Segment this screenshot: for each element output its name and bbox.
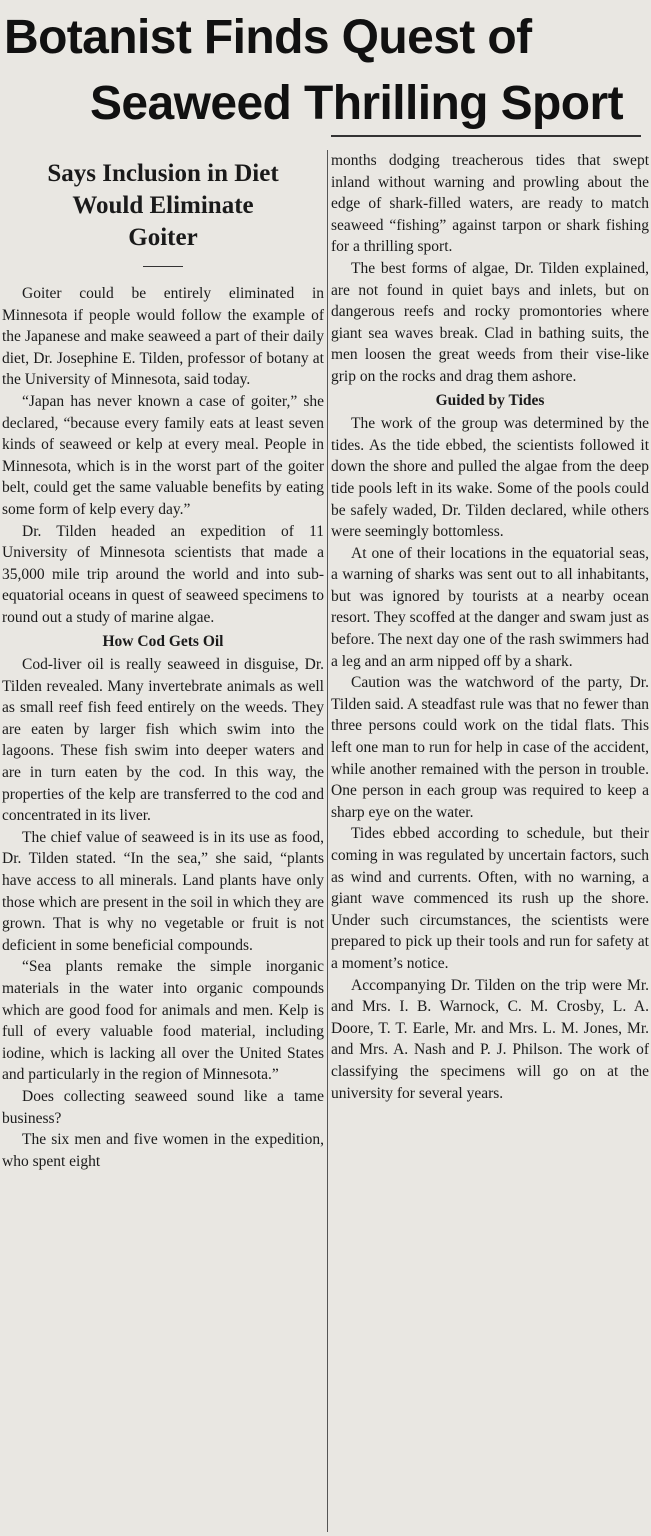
subheadline [2,158,324,254]
headline-line-1: Botanist Finds Quest of [4,11,532,64]
article-paragraph: Caution was the watchword of the party, Dr. Tilden said. A steadfast rule was that no fewer than three persons could work on the tidal flats. This left one man to run for help in case of the accident, while another remained with the person in trouble. One person in each group was required to keep a sharp eye on the water. [331,674,649,821]
article-paragraph: The best forms of algae, Dr. Tilden explained, are not found in quiet bays and inlets, but on dangerous reefs and rocky promontories where giant sea waves break. Clad in bathing suits, the men loosen the great weeds from their vise-like grip on the rocks and drag them ashore. [331,259,649,385]
section-heading-tides: Guided by Tides [435,391,545,409]
column-divider [327,150,328,1532]
subheadline-line-1: Says Inclusion in Diet [47,160,279,187]
article-paragraph: Tides ebbed according to schedule, but their coming in was regulated by uncertain factors, such as wind and currents. Often, with no warning, a giant wave commenced its rush up the shore. Under such circumstances, the scientists were prepared to pick up their tools and run for safety at a moment’s notice. [331,825,649,972]
article-paragraph: The work of the group was determined by the tides. As the tide ebbed, the scientists followed it down the shore and pulled the algae from the deep tide pools left in its wake. Some of the pools could be safely waded, Dr. Tilden declared, while others were seemingly bottomless. [331,415,649,541]
article-paragraph: Does collecting seaweed sound like a tame business? [2,1087,324,1127]
article-paragraph: months dodging treacherous tides that swept inland without warning and prowling about the edge of shark-filled waters, are ready to match seaweed “fishing” against tarpon or shark fishing for a thrilling sport. [331,152,649,256]
article-paragraph: At one of their locations in the equatorial seas, a warning of sharks was sent out to all inhabitants, but was ignored by tourists at a nearby ocean resort. They scoffed at the danger and swam just as before. The next day one of the rash swimmers had a leg and an arm nipped off by a shark. [331,544,649,670]
left-column [2,150,324,1172]
headline-rule-right [331,135,641,137]
article-paragraph: Accompanying Dr. Tilden on the trip were Mr. and Mrs. I. B. Warnock, C. M. Crosby, L. A. Doore, T. T. Earle, Mr. and Mrs. L. M. Jones, Mr. and Mrs. A. Nash and P. J. Philson. The work of classifying the specimens will go on at the university for several years. [331,976,649,1102]
right-column [331,150,649,1104]
article-paragraph: Goiter could be entirely eliminated in Minnesota if people would follow the example of the Japanese and make seaweed a part of their daily diet, Dr. Josephine E. Tilden, professor of botany at the University of Minnesota, said today. [2,285,324,389]
subheadline-divider [143,266,183,267]
article-paragraph: The chief value of seaweed is in its use as food, Dr. Tilden stated. “In the sea,” she said, “plants have access to all minerals. Land plants have only those which are present in the soil in which they are grown. That is why no vegetable or fruit is not deficient in some beneficial compounds. [2,828,324,954]
headline-line-2: Seaweed Thrilling Sport [90,77,623,130]
subheadline-line-3: Goiter [128,224,198,251]
article-paragraph: Cod-liver oil is really seaweed in disguise, Dr. Tilden revealed. Many invertebrate animals as well as small reef fish feed entirely on the weeds. They are eaten by larger fish which swim into the lagoons. These fish swim into deeper waters and are in turn eaten by the cod. In this way, the properties of the kelp are transferred to the cod and concentrated in its liver. [2,656,324,825]
article-paragraph: “Japan has never known a case of goiter,” she declared, “because every family eats at least seven kinds of seaweed or kelp at every meal. People in Minnesota, which is in the worst part of the goiter belt, could get the same valuable benefits by eating some form of kelp every day.” [2,392,324,518]
article-paragraph: The six men and five women in the expedition, who spent eight [2,1131,324,1170]
article-paragraph: “Sea plants remake the simple inorganic materials in the water into organic compounds which are good food for animals and men. Kelp is full of every valuable food material, including iodine, which is lacking all over the United States and particularly in the region of Minnesota.” [2,958,324,1084]
section-heading-cod-oil: How Cod Gets Oil [102,632,224,650]
subheadline-line-2: Would Eliminate [72,192,254,219]
article-paragraph: Dr. Tilden headed an expedition of 11 University of Minnesota scientists that made a 35,000 mile trip around the world and into sub-equatorial oceans in quest of seaweed specimens to round out a study of marine algae. [2,522,324,626]
